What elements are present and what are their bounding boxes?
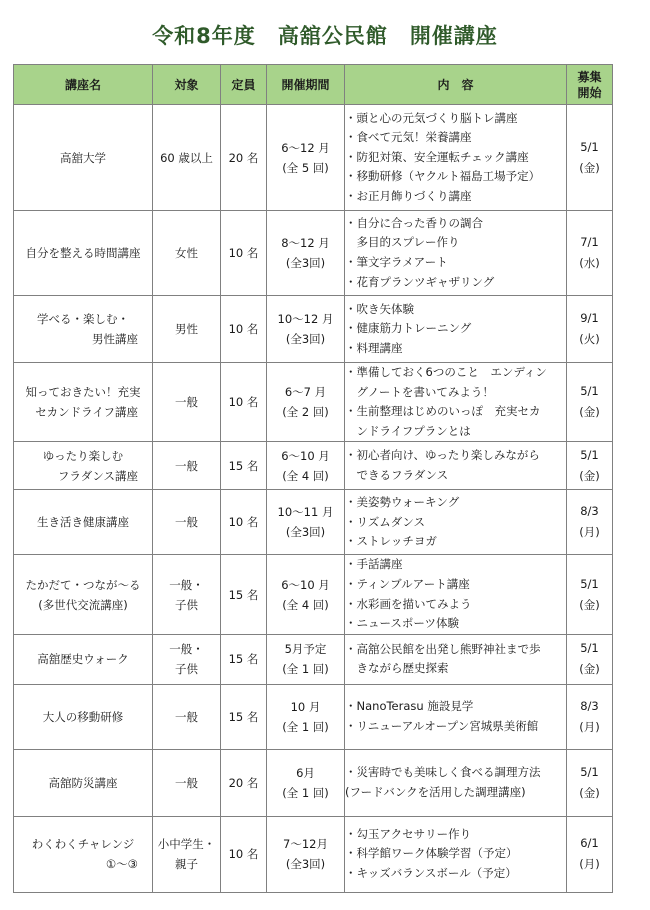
start-line: (火) — [579, 332, 600, 346]
title-facility: 高舘公民館 — [277, 24, 388, 48]
target-line: 女性 — [175, 246, 198, 260]
course-name-line: 高舘防災講座 — [48, 775, 118, 790]
recruitment-start — [567, 684, 613, 749]
course-capacity: 10 名 — [221, 363, 267, 442]
content-item: ・健康筋力トレーニング — [345, 321, 472, 336]
table-row — [14, 296, 613, 363]
course-name — [14, 490, 153, 555]
start-line: 8/3 — [580, 698, 599, 713]
content-item: ・キッズバランスボール（予定） — [345, 866, 517, 881]
start-line: 5/1 — [580, 641, 599, 656]
course-capacity: 10 名 — [221, 490, 267, 555]
course-name-line: 男性講座 — [92, 332, 138, 346]
course-name — [14, 749, 153, 816]
course-period — [267, 442, 345, 490]
start-line: (金) — [579, 468, 600, 483]
course-capacity: 15 名 — [221, 442, 267, 490]
header-content: 内 容 — [345, 65, 567, 105]
course-target — [153, 296, 221, 363]
period-line: 6～7 月 — [284, 385, 327, 400]
content-item: きながら歴史探索 — [345, 661, 449, 676]
content-item: ・準備しておく6つのこと エンディン — [345, 365, 547, 379]
course-name-line: セカンドライフ講座 — [35, 405, 138, 420]
course-name-line: 高舘大学 — [60, 150, 106, 165]
start-line: 8/3 — [580, 504, 599, 519]
course-name — [14, 555, 153, 634]
content-item: ・生前整理はじめのいっぽ 充実セカ — [345, 404, 541, 419]
course-name — [14, 684, 153, 749]
table-row — [14, 555, 613, 634]
start-line: (月) — [579, 525, 600, 540]
course-name — [14, 363, 153, 442]
course-period — [267, 490, 345, 555]
content-item: ・移動研修（ヤクルト福島工場予定） — [345, 169, 541, 184]
content-item: ・美姿勢ウォーキング — [345, 494, 460, 509]
period-line: (全 4 回) — [282, 597, 329, 612]
header-period: 開催期間 — [267, 65, 345, 105]
content-item: ・お正月飾りづくり講座 — [345, 188, 472, 203]
course-name-line: ①～③ — [105, 857, 138, 872]
recruitment-start — [567, 634, 613, 684]
course-period — [267, 105, 345, 211]
content-item: ・NanoTerasu 施設見学 — [345, 699, 474, 714]
content-item: ・初心者向け、ゆったり楽しみながら — [345, 448, 540, 463]
course-content — [345, 363, 567, 442]
content-item: ・勾玉アクセサリー作り — [345, 826, 472, 841]
course-period — [267, 296, 345, 363]
content-item: ・災害時でも美味しく食べる調理方法 — [345, 765, 541, 780]
period-line: 6～12 月 — [281, 140, 330, 155]
start-line: (金) — [579, 160, 600, 175]
target-line: 親子 — [175, 857, 198, 872]
course-name-line: 自分を整える時間講座 — [25, 246, 141, 260]
course-target — [153, 749, 221, 816]
content-item: ・リニューアルオープン宮城県美術館 — [345, 718, 539, 733]
start-line: 5/1 — [580, 576, 599, 591]
content-item: できるフラダンス — [345, 467, 449, 482]
content-item: ・ニュースポーツ体験 — [345, 616, 459, 631]
course-capacity: 15 名 — [221, 634, 267, 684]
content-item: ・吹き矢体験 — [345, 301, 414, 316]
table-row — [14, 442, 613, 490]
target-line: 一般・ — [169, 642, 204, 657]
table-row — [14, 684, 613, 749]
target-line: 60 歳以上 — [160, 150, 213, 165]
course-capacity: 15 名 — [221, 555, 267, 634]
course-period — [267, 363, 345, 442]
period-line: (全3回) — [285, 332, 326, 346]
course-content — [345, 634, 567, 684]
target-line: 一般 — [175, 395, 198, 410]
period-line: (全3回) — [285, 256, 326, 270]
content-item: 多目的スプレー作り — [345, 235, 460, 250]
course-name-line: 生き活き健康講座 — [37, 515, 129, 530]
period-line: 10 月 — [290, 699, 321, 714]
course-name-line: 学べる・楽しむ・ — [37, 312, 129, 326]
content-item: ・頭と心の元気づくり脳トレ講座 — [345, 110, 518, 125]
content-item: ・防犯対策、安全運転チェック講座 — [345, 149, 529, 164]
period-line: 10～12 月 — [277, 312, 334, 326]
course-name-line: たかだて・つなが～る — [25, 577, 141, 592]
table-row — [14, 105, 613, 211]
target-line: 一般・ — [169, 577, 204, 592]
header-name: 講座名 — [14, 65, 153, 105]
course-capacity: 10 名 — [221, 296, 267, 363]
course-name-line: 知っておきたい！充実 — [25, 385, 141, 400]
course-target — [153, 684, 221, 749]
period-line: 6～10 月 — [281, 448, 330, 463]
courses-table — [13, 64, 613, 893]
course-target — [153, 105, 221, 211]
start-line: 5/1 — [580, 139, 599, 154]
content-item: ・高舘公民館を出発し熊野神社まで歩 — [345, 641, 541, 656]
course-capacity: 10 名 — [221, 211, 267, 296]
course-capacity: 15 名 — [221, 684, 267, 749]
recruitment-start — [567, 555, 613, 634]
recruitment-start — [567, 749, 613, 816]
course-capacity: 20 名 — [221, 749, 267, 816]
recruitment-start — [567, 363, 613, 442]
header-target: 対象 — [153, 65, 221, 105]
course-target — [153, 363, 221, 442]
table-row — [14, 490, 613, 555]
start-line: (水) — [579, 256, 600, 270]
course-name — [14, 442, 153, 490]
start-line: 7/1 — [580, 235, 599, 249]
course-target — [153, 442, 221, 490]
start-line: 5/1 — [580, 764, 599, 779]
recruitment-start — [567, 296, 613, 363]
course-target — [153, 490, 221, 555]
content-item: ・花育プランツギャザリング — [345, 274, 495, 289]
period-line: (全 5 回) — [282, 160, 329, 175]
course-name — [14, 211, 153, 296]
target-line: 子供 — [175, 597, 198, 612]
content-item: ンドライフプランとは — [345, 423, 471, 438]
period-line: 5月予定 — [284, 642, 327, 657]
page-title — [0, 20, 650, 50]
period-line: (全 1 回) — [282, 662, 329, 677]
course-content — [345, 105, 567, 211]
content-item: ・筆文字ラメアート — [345, 255, 448, 269]
start-line: 5/1 — [580, 447, 599, 462]
content-item: (フードバンクを活用した調理講座) — [345, 784, 526, 799]
start-line: 9/1 — [580, 311, 599, 325]
title-subject: 開催講座 — [409, 24, 498, 48]
course-period — [267, 816, 345, 892]
period-line: 6～10 月 — [281, 577, 330, 592]
course-name-line: 高舘歴史ウォーク — [37, 652, 129, 667]
start-line: (月) — [579, 719, 600, 734]
period-line: 7～12月 — [283, 837, 328, 852]
content-item: ・ストレッチヨガ — [345, 534, 437, 549]
target-line: 一般 — [175, 515, 198, 530]
course-target — [153, 211, 221, 296]
course-capacity: 10 名 — [221, 816, 267, 892]
start-line: 5/1 — [580, 384, 599, 399]
course-target — [153, 555, 221, 634]
period-line: 10～11 月 — [277, 505, 334, 520]
course-name — [14, 105, 153, 211]
course-period — [267, 634, 345, 684]
period-line: (全3回) — [285, 857, 326, 872]
course-content — [345, 211, 567, 296]
target-line: 一般 — [175, 458, 198, 473]
table-row — [14, 363, 613, 442]
recruitment-start — [567, 211, 613, 296]
course-name-line: ゆったり楽しむ — [42, 448, 124, 463]
table-row — [14, 749, 613, 816]
course-name — [14, 634, 153, 684]
course-name — [14, 816, 153, 892]
target-line: 小中学生・ — [157, 837, 216, 852]
course-content — [345, 296, 567, 363]
period-line: 6月 — [296, 765, 315, 780]
content-item: グノートを書いてみよう！ — [345, 384, 494, 399]
recruitment-start — [567, 816, 613, 892]
course-period — [267, 749, 345, 816]
course-name-line: (多世代交流講座) — [38, 597, 128, 612]
course-period — [267, 211, 345, 296]
course-content — [345, 555, 567, 634]
header-start: 募集 開始 — [567, 65, 613, 105]
period-line: (全 1 回) — [282, 719, 329, 734]
period-line: 8～12 月 — [281, 236, 330, 250]
target-line: 男性 — [175, 322, 198, 336]
period-line: (全3回) — [285, 525, 326, 540]
header-capacity: 定員 — [221, 65, 267, 105]
course-period — [267, 555, 345, 634]
target-line: 一般 — [175, 775, 198, 790]
period-line: (全 2 回) — [282, 405, 329, 420]
course-content — [345, 816, 567, 892]
recruitment-start — [567, 490, 613, 555]
recruitment-start — [567, 105, 613, 211]
start-line: (金) — [579, 785, 600, 800]
start-line: (金) — [579, 662, 600, 677]
course-name-line: フラダンス講座 — [57, 468, 138, 483]
header-row — [14, 65, 613, 105]
start-line: (金) — [579, 597, 600, 612]
target-line: 子供 — [175, 662, 198, 677]
course-target — [153, 634, 221, 684]
course-name-line: 大人の移動研修 — [42, 709, 124, 724]
period-line: (全 1 回) — [282, 785, 329, 800]
table-row — [14, 211, 613, 296]
recruitment-start — [567, 442, 613, 490]
course-content — [345, 684, 567, 749]
course-capacity: 20 名 — [221, 105, 267, 211]
course-content — [345, 490, 567, 555]
period-line: (全 4 回) — [282, 468, 329, 483]
content-item: ・食べて元気！栄養講座 — [345, 130, 472, 145]
content-item: ・科学館ワーク体験学習（予定） — [345, 846, 518, 861]
course-target — [153, 816, 221, 892]
course-name — [14, 296, 153, 363]
course-content — [345, 442, 567, 490]
target-line: 一般 — [175, 709, 198, 724]
content-item: ・手話講座 — [345, 557, 403, 572]
start-line: (金) — [579, 405, 600, 420]
table-row — [14, 634, 613, 684]
content-item: ・リズムダンス — [345, 514, 426, 529]
content-item: ・料理講座 — [345, 340, 403, 355]
start-line: 6/1 — [580, 836, 599, 851]
content-item: ・水彩画を描いてみよう — [345, 596, 472, 611]
course-name-line: わくわくチャレンジ — [31, 837, 135, 852]
table-row — [14, 816, 613, 892]
course-content — [345, 749, 567, 816]
course-period — [267, 684, 345, 749]
content-item: ・自分に合った香りの調合 — [345, 215, 483, 230]
content-item: ・ティンブルアート講座 — [345, 576, 470, 591]
title-year: 令和8年度 — [152, 24, 256, 48]
start-line: (月) — [579, 857, 600, 872]
